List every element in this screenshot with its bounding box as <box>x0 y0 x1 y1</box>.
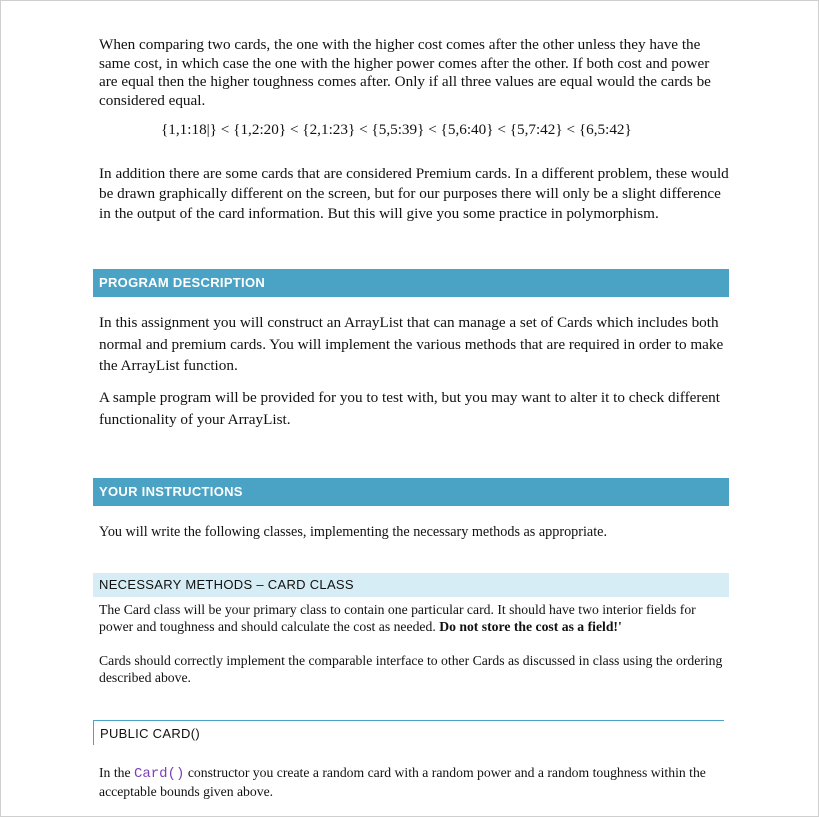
instructions-paragraph: You will write the following classes, implementing the necessary methods as appropriate. <box>99 524 608 540</box>
method-heading-public-card: PUBLIC CARD() <box>93 720 724 745</box>
card-class-paragraph-text: The Card class will be your primary class to contain one particular card. It should have two interior fields for power and toughness and should calculate the cost as needed. <box>99 602 696 634</box>
program-description-paragraph-1: In this assignment you will construct an ArrayList that can manage a set of Cards which includes both normal and premium cards. You will implement the various methods that are required in order to make the ArrayList function. <box>99 314 724 374</box>
ordering-example: {1,1:18|} < {1,2:20} < {2,1:23} < {5,5:39} < {5,6:40} < {5,7:42} < {6,5:42} <box>161 121 632 138</box>
constructor-paragraph <box>99 764 729 800</box>
constructor-code: Card() <box>133 766 185 782</box>
intro-paragraph-premium: In addition there are some cards that are considered Premium cards. In a different problem, these would be drawn graphically different on the screen, but for our purposes there will only be a slight difference in the output of the card information. But this will give you some practice in polymorphism. <box>99 165 729 222</box>
section-heading-program-description: PROGRAM DESCRIPTION <box>93 269 729 297</box>
program-description-paragraph-2: A sample program will be provided for you to test with, but you may want to alter it to check different functionality of your ArrayList. <box>99 389 720 428</box>
section-heading-your-instructions: YOUR INSTRUCTIONS <box>93 478 729 506</box>
card-class-paragraph-2: Cards should correctly implement the comparable interface to other Cards as discussed in class using the ordering described above. <box>99 653 723 685</box>
constructor-prefix: In the <box>99 765 134 780</box>
subsection-heading-card-class: NECESSARY METHODS – CARD CLASS <box>93 573 729 597</box>
card-class-paragraph-1 <box>99 601 729 635</box>
card-class-bold-warning: Do not store the cost as a field!' <box>439 619 622 634</box>
constructor-suffix: constructor you create a random card with a random power and a random toughness within the acceptable bounds given above. <box>99 765 706 799</box>
intro-paragraph-comparison: When comparing two cards, the one with the higher cost comes after the other unless they have the same cost, in which case the one with the higher power comes after the other. If both cost and power are equal then the higher toughness comes after. Only if all three values are equal would the cards be considered equal. <box>99 36 711 109</box>
